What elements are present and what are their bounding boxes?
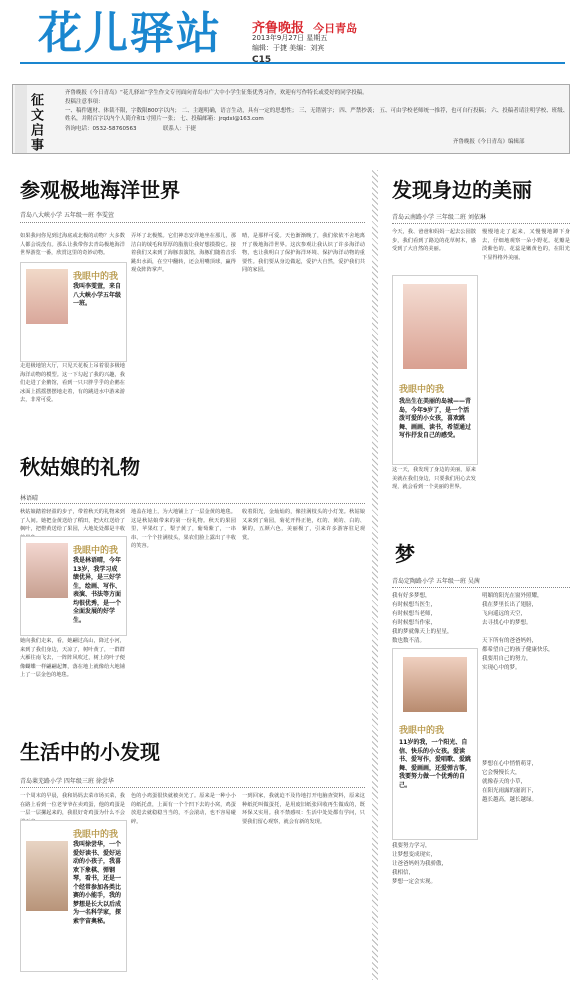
notice-label-bar xyxy=(15,85,27,153)
headline-autumn-gift: 秋姑娘的礼物 xyxy=(20,455,140,479)
article-text: 秋姑娘踏着轻盈的步子，带着秋天的礼物来到了人间。她把金黄送给了稻田，把火红送给了枫叶，把橙黄送给了果园，大地处处都是丰收 xyxy=(20,509,125,533)
byline-find-beauty: 青岛云南路小学 三年级二班 刘依琳 xyxy=(392,214,486,221)
notice-intro: 齐鲁晚报《今日青岛》“花儿驿站”学生作文专刊面向青岛市广大中小学生征集优秀习作，欢迎有写作特长或爱好的同学投稿。 xyxy=(65,90,368,96)
author-card-li xyxy=(20,262,127,362)
author-photo-liu xyxy=(403,284,467,369)
notice-phone: 咨询电话：0532-58760563 xyxy=(65,126,137,132)
header-rule xyxy=(20,62,565,64)
notice-subtitle: 投稿注意事项： xyxy=(65,99,104,105)
byline-dream: 青岛定陶路小学 五年级一班 吴茜 xyxy=(392,578,480,585)
author-card-lin xyxy=(20,536,127,636)
byline-small-discovery: 青岛莱芜路小学 四年级三班 徐尝华 xyxy=(20,778,114,785)
dream-poem-part1: 我有好多梦想， 有时候想当医生， 有时候想当老师， 有时候想当作家， 我的梦就像天上的星星， 数也数不清。 xyxy=(392,593,453,644)
headline-find-beauty: 发现身边的美丽 xyxy=(392,178,532,202)
dream-poem-part4: 我要努力学习， 让梦想变成现实， 让爸爸妈妈为我骄傲， 我相信， 梦想一定会实现。 xyxy=(392,843,448,885)
article-text: 如果我问你见到过海底或北极的动物？大多数人都会说没有。那么让我带你去青岛极地海洋世界游览一番，欣赏这里的奇妙动物。 xyxy=(20,233,125,257)
author-intro-wu: 11岁的我，一个阳光、自信、快乐的小女孩。爱读书、爱写作，爱唱歌、爱跳舞、爱画画，还爱弹古筝，我要努力做一个优秀的自己。 xyxy=(399,739,472,789)
notice-signature: 齐鲁晚报《今日青岛》编辑部 xyxy=(453,139,525,145)
notice-rules: 一、稿件题材、体裁不限，字数限800字以内； 二、主题明确，语言生动，具有一定的思想性； 三、无错别字； 四、严禁抄袭； 五、可由学校老师统一推荐，也可自行投稿； 六、投稿者请注明学校、班级、姓名，并附百字以内个人简介和1寸照片一张； 七、投稿邮箱：jrqdxl@163.com xyxy=(65,108,569,122)
dream-poem-part3: 梦想在心中悄悄萌芽， 它会慢慢长大， 就像春天的小草， 在阳光雨露的滋润下， 越长越高，越长越绿。 xyxy=(482,761,538,803)
author-card-label: 我眼中的我 xyxy=(73,546,119,556)
page-number: C15 xyxy=(252,55,272,65)
article-text: 慢慢地走了起来，又慢慢地蹲下身去，仔细地观察一朵小野花。花瓣是淡紫色的，花蕊是嫩黄色的，在阳光下显得格外美丽。 xyxy=(482,229,570,261)
notice-contact: 联系人：于捷 xyxy=(163,126,197,132)
dream-poem-part2: 明媚的阳光在窗外照耀， 我在梦里长出了翅膀， 飞向遥远的天空， 去寻找心中的梦想。 天下所有的爸爸妈妈， 都希望自己的孩子健康快乐， 我要用自己的努力， 实现心中的梦。 xyxy=(482,593,554,671)
author-photo-li xyxy=(26,269,68,324)
author-photo-wu xyxy=(403,657,467,712)
article-text: 今天，我、爸爸和妈妈一起去公园散步，我们看到了路边的花草树木，感受到了大自然的美丽。 xyxy=(392,229,476,253)
newspaper-sub-brand: 今日青岛 xyxy=(313,22,358,35)
issue-date: 2013年9月27日 星期五 xyxy=(252,34,328,42)
author-card-liu xyxy=(392,275,478,465)
byline-ocean-world: 青岛八大峡小学 五年级一班 李雯萱 xyxy=(20,212,114,219)
article-text: 一到回家，我就迫不及待地打开电脑查资料，原来这种纸托叫做蛋托，是用废旧纸张回收再生做成的，既环保又实用。我不禁感叹：生活中处处都有学问，只要我们留心观察，就会有新的发现。 xyxy=(242,793,365,825)
headline-dream: 梦 xyxy=(395,542,415,566)
author-intro-lin: 我是林语晴，今年13岁，我学习成绩优异，是三好学生，绘画、写作、表演、书法等方面均很优秀，是一个全面发展的好学生。 xyxy=(73,557,122,624)
byline-autumn-gift: 林语晴 xyxy=(20,495,39,502)
article-text: 这一天，我发现了身边的美丽，原来美就在我们身边，只要我们用心去发现，就会看到一个美丽的世界。 xyxy=(392,467,476,491)
headline-ocean-world: 参观极地海洋世界 xyxy=(20,178,180,202)
author-card-xu xyxy=(20,820,127,972)
author-intro-xu: 我叫徐尝华，一个爱好读书、爱好运动的小孩子，我喜欢下象棋、弹钢琴，看书，还是一个经常参加各类比赛的小能手，我的梦想是长大以后成为一名科学家，探索宇宙奥秘。 xyxy=(73,841,122,925)
author-intro-li: 我叫李雯萱，来自八大峡小学五年级一班。 xyxy=(73,283,122,307)
author-card-label: 我眼中的我 xyxy=(399,385,445,395)
column-divider xyxy=(372,170,378,980)
article-text: 色的小鸡蛋很快就被卖光了。原来是一种小小的纸托盘，上面有一个个凹下去的小窝，鸡蛋放进去就稳稳当当的，不会滚动，也不容易碰碎。 xyxy=(131,793,236,825)
submission-notice xyxy=(12,84,570,154)
author-card-label: 我眼中的我 xyxy=(399,726,445,736)
article-text: 地盖在地上，为大地铺上了一层金黄的地毯。这是秋姑娘带来的第一份礼物。秋天的果园里，苹果红了，梨子黄了，葡萄紫了，一串串、一个个挂满枝头，果农们脸上露出了丰收的笑容。 xyxy=(131,509,236,550)
author-card-label: 我眼中的我 xyxy=(73,830,119,840)
article-text: 走进极地馆大厅，只见天花板上吊着很多极地海洋动物的模型。这一下勾起了我的兴趣，我们走进了企鹅馆，看到一只只胖乎乎的企鹅在冰面上摇摇摆摆地走着，有的跳进水中游来游去，非常可爱。 xyxy=(20,363,125,404)
author-card-label: 我眼中的我 xyxy=(73,272,119,282)
page-title: 花儿驿站 xyxy=(38,8,222,59)
author-photo-xu xyxy=(26,841,68,911)
headline-small-discovery: 生活中的小发现 xyxy=(20,740,160,764)
newspaper-brand: 齐鲁晚报 xyxy=(252,21,305,36)
editor-credits: 编辑：于捷 美编：刘宾 xyxy=(252,44,325,52)
article-text: 她向我们走来，看，她翩过高山，降过小河，来到了我们身边，天凉了，树叶黄了，一群群大雁往南飞去，一阵阵风吹过，树上的叶子便像蝴蝶一样翩翩起舞，落在地上就像给大地铺上了一层金色的地毯。 xyxy=(20,638,125,679)
article-text: 弄坏了北极熊。它们神态安详地坐在那儿，那洁白的绒毛和厚厚的脂肪让我好想摸摸它。接着我们又来到了海豚表演馆，海豚们随着音乐跳出水面，在空中翻转，还会用嘴顶球，赢得观众阵阵掌声。 xyxy=(131,233,236,274)
author-card-wu xyxy=(392,648,478,840)
author-intro-liu: 我出生在美丽的岛城——青岛，今年9岁了，是一个活泼可爱的小女孩，喜欢跳舞、画画、读书，希望通过写作抒发自己的感受。 xyxy=(399,398,472,439)
article-text: 晴，是那样可爱。天色渐渐晚了，我们依依不舍地离开了极地海洋世界。这次参观让我认识了许多海洋动物，也让我明白了保护海洋环境、保护海洋动物的重要性。我们要从身边做起，爱护大自然，爱护我们共同的家园。 xyxy=(242,233,365,274)
article-text: 收着阳光，金灿灿的，像挂满枝头的小灯笼。秋姑娘又来到了菊园，菊花开得正艳，红的、黄的、白的、紫的，五颜六色，美丽极了，引来许多游客驻足观赏。 xyxy=(242,509,365,541)
article-text: 一个周末的早晨，我和妈妈去菜市场买菜，我在路上看到一位老爷爷在卖鸡蛋，他的鸡蛋是一层一层摞起来的，我很好奇鸡蛋为什么不会 xyxy=(20,793,125,817)
author-photo-lin xyxy=(26,543,68,598)
notice-label: 征文启事 xyxy=(28,93,43,153)
